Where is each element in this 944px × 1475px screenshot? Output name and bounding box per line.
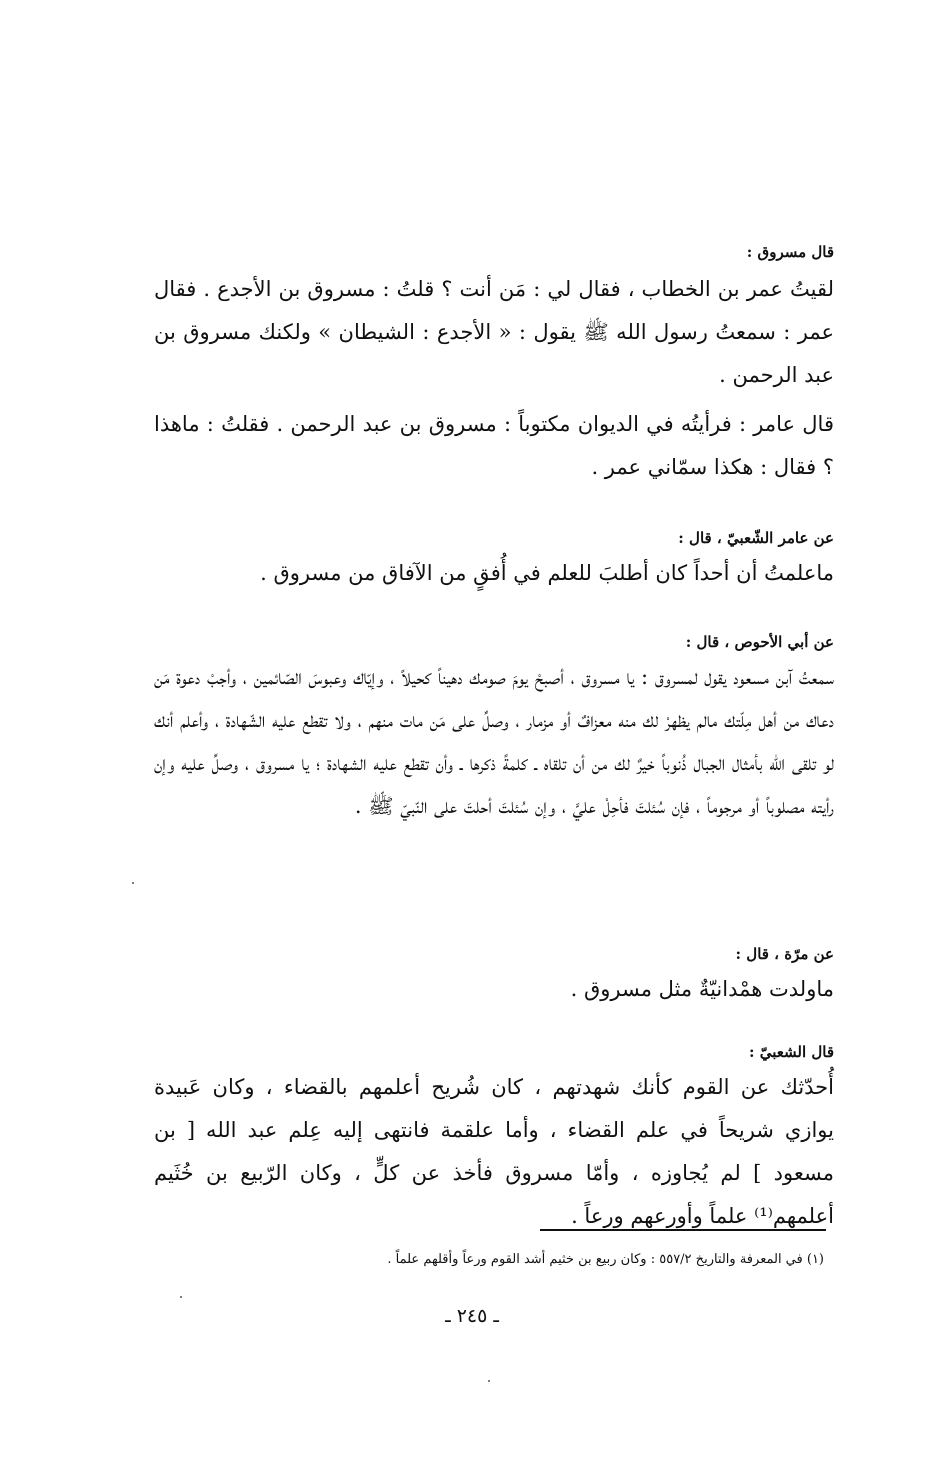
paragraph: سمعتُ آبن مسعود يقول لمسروق : يا مسروق ، أصبحْ يومَ صومك دهيناً كحيلاً ، وإيّاك وعبوسَ الصّائمين ، وأجبْ دعوة مَن دعاك من أهل مِلّتك مالم يظهرْ لك منه معزافٌ أو مزمار ، وصلِّ على مَن مات منهم ، ولا تقطع عليه الشّهادة ، وأعلم أنك لو تلقى الله بأمثال الجبال ذُنوباً خيرٌ لك من أن تلقاه ـ كلمةً ذكرها ـ وأن تقطع عليه الشهادة ؛ يا مسروق ، وصلِّ عليه وإن رأيته مصلوباً أو مرجوماً ، فإن سُئلتَ فأحِلْ عليَّ ، وإن سُئلتَ أحلتَ على النّبيّ ﷺ . [154, 665, 834, 818]
section-heading: عن مرّة ، قال : [735, 945, 834, 963]
paragraph: ماعلمتُ أن أحداً كان أطلبَ للعلم في أُفقٍ من الآفاق من مسروق . [260, 561, 834, 585]
paragraph: ماولدت همْدانيّةٌ مثل مسروق . [570, 977, 834, 1001]
section-murra [154, 944, 834, 1011]
section-heading: عن عامر الشّعبيّ ، قال : [678, 529, 834, 547]
section-heading: عن أبي الأحوص ، قال : [685, 633, 834, 651]
footnote-separator [540, 1229, 826, 1231]
paragraph: أُحدّثك عن القوم كأنك شهدتهم ، كان شُريح أعلمهم بالقضاء ، وكان عَبيدة يوازي شريحاً في علم القضاء ، وأما علقمة فانتهى إليه عِلم عبد الله [ بن مسعود ] لم يُجاوزه ، وأمّا مسروق فأخذ عن كلٍّ ، وكان الرّبيع بن خُثَيم أعلمهم⁽¹⁾ علماً وأورعهم ورعاً . [154, 1075, 834, 1228]
scan-speck [488, 1380, 490, 1382]
scan-speck [132, 882, 134, 884]
footnote: (١) في المعرفة والتاريخ ٥٥٧/٢ : وكان ربيع بن خثيم أشد القوم ورعاً وأقلهم علماً . [387, 1252, 824, 1267]
section-abu-ahwas [154, 632, 834, 828]
section-heading: قال الشعبيّ : [748, 1043, 834, 1061]
section-masruq [154, 242, 834, 489]
page-number: ـ ٢٤٥ ـ [445, 1305, 499, 1327]
section-shabi-1 [154, 528, 834, 595]
scan-speck [180, 1296, 182, 1298]
section-shabi-2 [154, 1042, 834, 1238]
paragraph: قال عامر : فرأيتُه في الديوان مكتوباً : مسروق بن عبد الرحمن . فقلتُ : ماهذا ؟ فقال : هكذا سمّاني عمر . [154, 412, 834, 479]
section-heading: قال مسروق : [746, 243, 834, 261]
paragraph: لقيتُ عمر بن الخطاب ، فقال لي : مَن أنت ؟ قلتُ : مسروق بن الأجدع . فقال عمر : سمعتُ رسول الله ﷺ يقول : « الأجدع : الشيطان » ولكنك مسروق بن عبد الرحمن . [154, 277, 834, 387]
